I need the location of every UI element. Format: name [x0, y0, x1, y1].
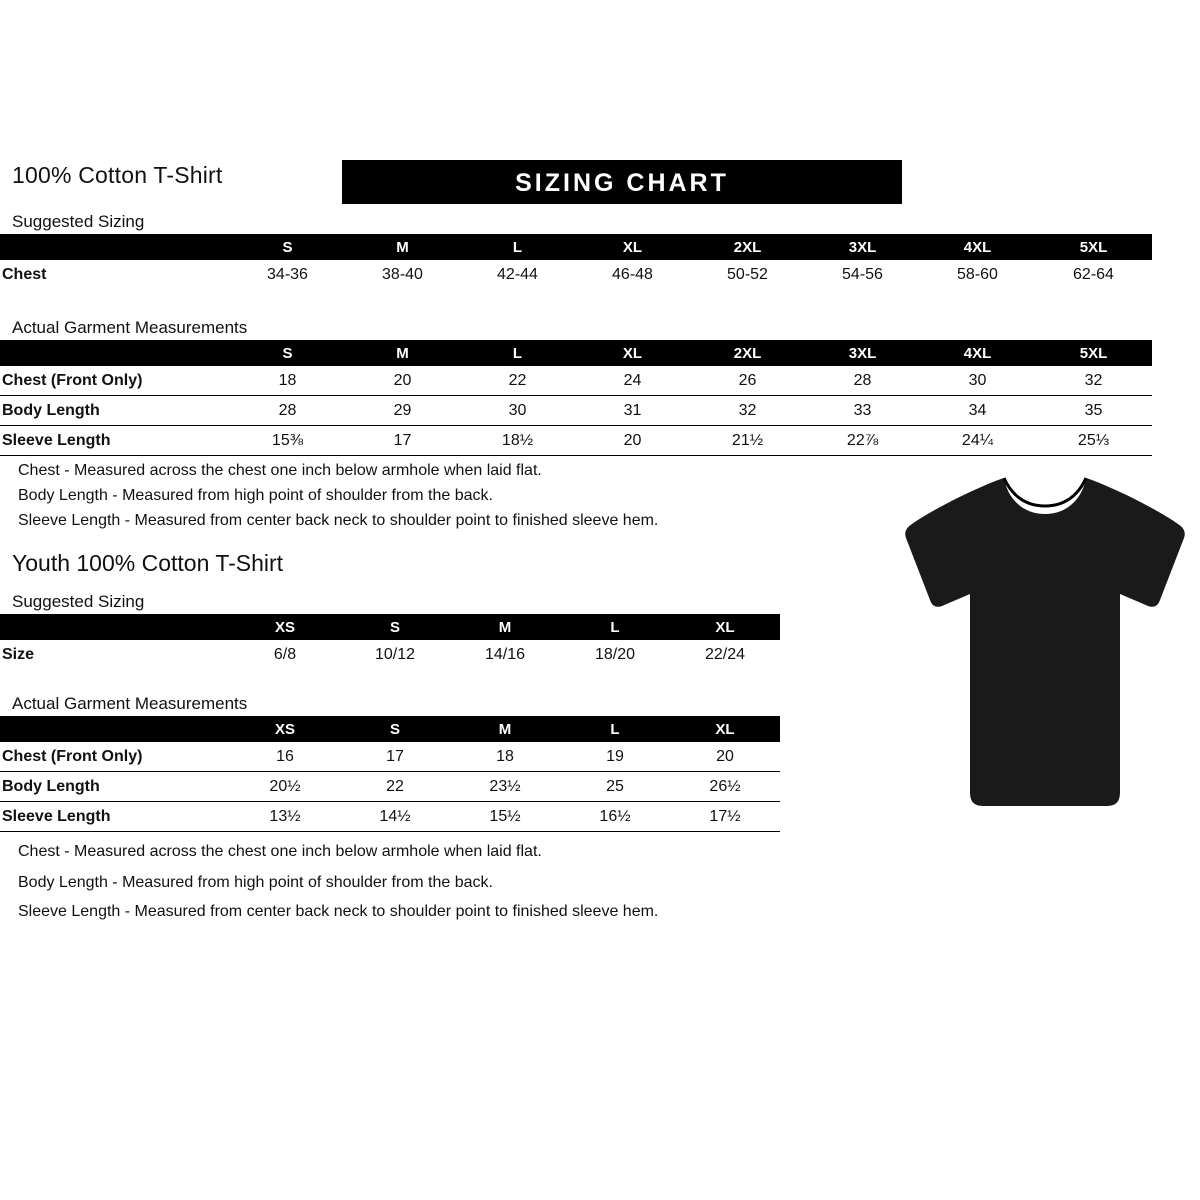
col-header	[0, 716, 230, 742]
col-header: XL	[575, 340, 690, 366]
tshirt-image	[900, 470, 1190, 815]
cell: 22⅞	[805, 426, 920, 456]
table-row	[0, 640, 780, 669]
col-header: 3XL	[805, 234, 920, 260]
cell: 14½	[340, 802, 450, 832]
youth-suggested-sizing-label: Suggested Sizing	[12, 592, 145, 611]
cell: 14/16	[484, 645, 526, 663]
cell: 18	[450, 742, 560, 772]
youth-section-title: Youth 100% Cotton T-Shirt	[12, 550, 284, 576]
row-label: Sleeve Length	[0, 802, 230, 832]
col-header: 3XL	[805, 340, 920, 366]
col-header	[0, 614, 230, 640]
cell: 29	[345, 396, 460, 426]
col-header: 5XL	[1035, 234, 1152, 260]
cell: 35	[1035, 396, 1152, 426]
cell: 50-52	[727, 265, 768, 283]
row-label: Body Length	[0, 396, 230, 426]
cell: 31	[575, 396, 690, 426]
sizing-chart-banner-label: SIZING CHART	[515, 169, 729, 197]
col-header: L	[460, 340, 575, 366]
table-header-row	[0, 234, 1152, 260]
row-label: Body Length	[0, 772, 230, 802]
cell: 18/20	[594, 645, 636, 663]
col-header: 2XL	[690, 340, 805, 366]
table-row	[0, 772, 780, 802]
row-label: Chest (Front Only)	[0, 366, 230, 396]
row-label: Chest (Front Only)	[0, 742, 230, 772]
col-header: L	[560, 716, 670, 742]
cell: 15⅜	[230, 426, 345, 456]
col-header: XL	[670, 614, 780, 640]
cell: 20	[670, 742, 780, 772]
chart-header	[12, 160, 902, 204]
cell: 23½	[450, 772, 560, 802]
col-header: XL	[575, 234, 690, 260]
table-row	[0, 802, 780, 832]
cell: 54-56	[842, 265, 883, 283]
cell: 20½	[230, 772, 340, 802]
col-header: 2XL	[690, 234, 805, 260]
cell: 22/24	[704, 645, 746, 663]
col-header	[0, 234, 230, 260]
cell: 34	[920, 396, 1035, 426]
cell: 28	[805, 366, 920, 396]
table-header-row	[0, 614, 780, 640]
cell: 62-64	[1073, 265, 1114, 283]
col-header: L	[460, 234, 575, 260]
cell: 58-60	[957, 265, 998, 283]
cell: 24	[575, 366, 690, 396]
adult-suggested-sizing-label: Suggested Sizing	[12, 212, 145, 231]
adult-actual-measurements-label: Actual Garment Measurements	[12, 318, 248, 337]
youth-suggested-sizing-table	[0, 614, 780, 669]
col-header: 5XL	[1035, 340, 1152, 366]
cell: 18½	[460, 426, 575, 456]
col-header: M	[345, 340, 460, 366]
col-header: XL	[670, 716, 780, 742]
col-header: S	[340, 614, 450, 640]
page-title: 100% Cotton T-Shirt	[12, 162, 223, 188]
col-header: S	[340, 716, 450, 742]
cell: 32	[690, 396, 805, 426]
cell: 20	[345, 366, 460, 396]
cell: 16½	[560, 802, 670, 832]
table-row	[0, 742, 780, 772]
col-header: M	[450, 614, 560, 640]
youth-actual-measurements-table	[0, 716, 780, 832]
table-header-row	[0, 716, 780, 742]
cell: 25	[560, 772, 670, 802]
cell: 46-48	[612, 265, 653, 283]
adult-note-sleeve-length: Sleeve Length - Measured from center back neck to shoulder point to finished sleeve hem.	[18, 512, 659, 529]
col-header	[0, 340, 230, 366]
col-header: M	[345, 234, 460, 260]
cell: 30	[460, 396, 575, 426]
table-row	[0, 260, 1152, 289]
cell: 21½	[690, 426, 805, 456]
table-header-row	[0, 340, 1152, 366]
cell: 32	[1035, 366, 1152, 396]
cell: 25⅓	[1035, 426, 1152, 456]
cell: 20	[575, 426, 690, 456]
cell: 10/12	[374, 645, 416, 663]
adult-actual-measurements-table	[0, 340, 1152, 456]
cell: 34-36	[267, 265, 308, 283]
cell: 19	[560, 742, 670, 772]
col-header: S	[230, 234, 345, 260]
cell: 33	[805, 396, 920, 426]
col-header: M	[450, 716, 560, 742]
youth-note-body-length: Body Length - Measured from high point of shoulder from the back.	[18, 874, 493, 891]
adult-note-body-length: Body Length - Measured from high point of shoulder from the back.	[18, 487, 493, 504]
cell: 17	[345, 426, 460, 456]
cell: 28	[230, 396, 345, 426]
cell: 24¼	[920, 426, 1035, 456]
table-row	[0, 396, 1152, 426]
col-header: S	[230, 340, 345, 366]
youth-note-chest: Chest - Measured across the chest one inch below armhole when laid flat.	[18, 843, 542, 860]
cell: 38-40	[382, 265, 423, 283]
cell: 26	[690, 366, 805, 396]
sizing-chart-banner	[342, 160, 902, 204]
col-header: 4XL	[920, 234, 1035, 260]
cell: 6/8	[273, 645, 297, 663]
youth-note-sleeve-length: Sleeve Length - Measured from center back neck to shoulder point to finished sleeve hem.	[18, 903, 659, 920]
col-header: XS	[230, 614, 340, 640]
col-header: L	[560, 614, 670, 640]
adult-suggested-sizing-table	[0, 234, 1152, 289]
adult-note-chest: Chest - Measured across the chest one inch below armhole when laid flat.	[18, 462, 542, 479]
cell: 22	[340, 772, 450, 802]
cell: 42-44	[497, 265, 538, 283]
cell: 30	[920, 366, 1035, 396]
row-label: Chest	[2, 265, 47, 283]
cell: 13½	[230, 802, 340, 832]
cell: 15½	[450, 802, 560, 832]
cell: 17½	[670, 802, 780, 832]
col-header: 4XL	[920, 340, 1035, 366]
cell: 16	[230, 742, 340, 772]
cell: 17	[340, 742, 450, 772]
table-row	[0, 366, 1152, 396]
cell: 18	[230, 366, 345, 396]
table-row	[0, 426, 1152, 456]
cell: 26½	[670, 772, 780, 802]
row-label: Size	[2, 645, 35, 663]
row-label: Sleeve Length	[0, 426, 230, 456]
col-header: XS	[230, 716, 340, 742]
cell: 22	[460, 366, 575, 396]
youth-actual-measurements-label: Actual Garment Measurements	[12, 694, 248, 713]
